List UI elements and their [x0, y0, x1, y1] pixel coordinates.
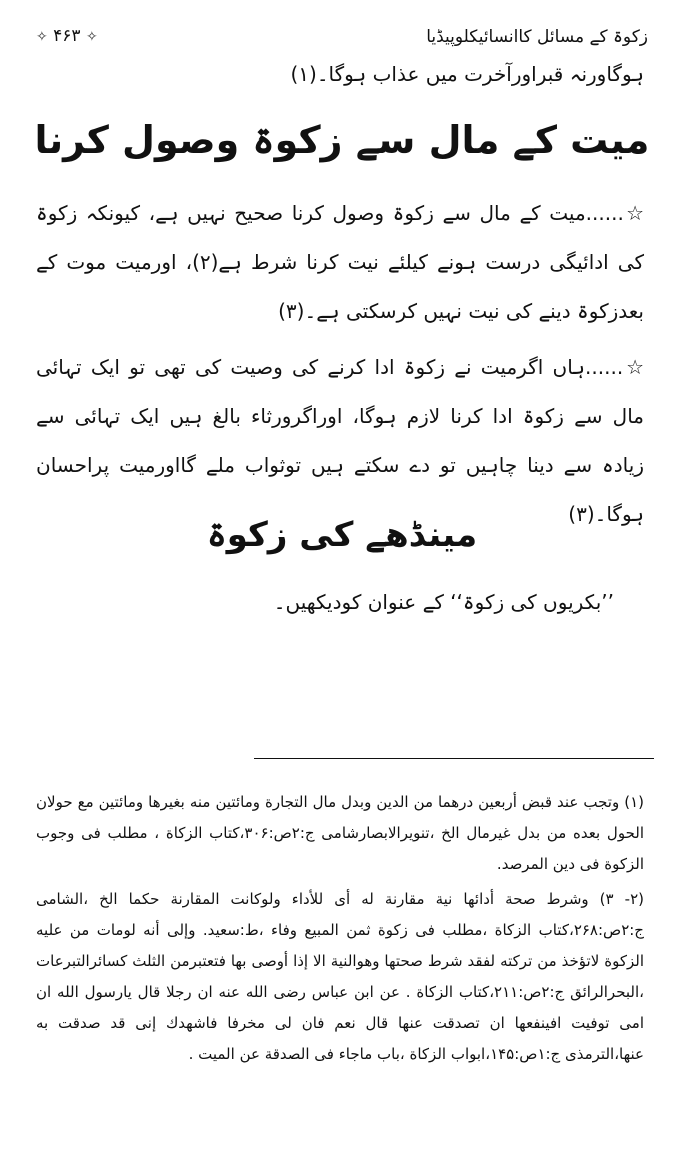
intro-line: ہوگاورنہ قبراورآخرت میں عذاب ہوگا۔(۱): [290, 62, 644, 86]
ornament-left-icon: ✧: [36, 29, 48, 45]
footnote-2-3: (۲- ۳) وشرط صحة أدائها نية مقارنة له أى للأداء ولوكانت المقارنة حكما الخ ،الشامی ج:۲ص:۲۶۸،کتاب الزكاة ،مطلب فى زكوة ثمن المبيع وفاء ،ط:سعيد. وإلى أنه لومات من عليه الزكوة لاتؤخذ من تركته لفقد شرط صحتها وهوالنية الا إذا أوصى بها فتعتبرمن الثلث كسائرالتبرعات ،البحرالرائق ج:۲ص:۲۱۱،کتاب الزكاة . عن ابن عباس رضى الله عنه ان رجلا قال يارسول الله ان امى توفيت افينفعها ان تصدقت عنها قال نعم فان لى مخرفا فاشهدك إنى قد صدقت به عنها،الترمذى ج:۱ص:۱۴۵،ابواب الزكاة ،باب ماجاء فى الصدقة عن الميت .: [36, 890, 645, 1063]
footnote-divider: [254, 758, 654, 759]
section-heading-ram-zakat: مینڈھے کی زکوۃ: [206, 515, 478, 555]
running-header-title: زکوۃ کے مسائل کاانسائیکلوپیڈیا: [426, 27, 648, 47]
ornament-right-icon: ✧: [85, 29, 98, 45]
cross-reference-text: ’’بکریوں کی زکوۃ‘‘ کے عنوان کودیکھیں۔: [273, 590, 614, 614]
footnote-1: (۱) وتجب عند قبض أربعين درهما من الدين وبدل مال التجارة ومائتين منه بغيرها ومائتين مع حولان الحول بعده من بدل غيرمال الخ ،تنويرالابصارشامی ج:۲ص:۳۰۶،کتاب الزكاة ، مطلب فى وجوب الزكوة فى دين المرصد.: [36, 793, 645, 873]
paragraph-deceased-intention: ☆......میت کے مال سے زکوۃ وصول کرنا صحیح نہیں ہے، کیونکہ زکوۃ کی ادائیگی درست ہونے کیلئے نیت کرنا شرط ہے(۲)، اورمیت موت کے بعدزکوۃ دینے کی نیت نہیں کرسکتی ہے۔(۳): [36, 201, 644, 323]
page-number: ۴۶۳: [53, 26, 81, 46]
section-heading-deceased-zakat: میت کے مال سے زکوۃ وصول کرنا: [34, 118, 650, 162]
page-number-block: [36, 26, 98, 46]
paragraph-bequest: ☆......ہاں اگرمیت نے زکوۃ ادا کرنے کی وصیت کی تھی تو ایک تہائی مال سے زکوۃ ادا کرنا لازم ہوگا، اوراگرورثاء بالغ ہیں ایک تہائی سے زیادہ سے دینا چاہیں تو دے سکتے ہیں توثواب ملے گااورمیت پراحسان ہوگا۔(۳): [36, 355, 644, 526]
